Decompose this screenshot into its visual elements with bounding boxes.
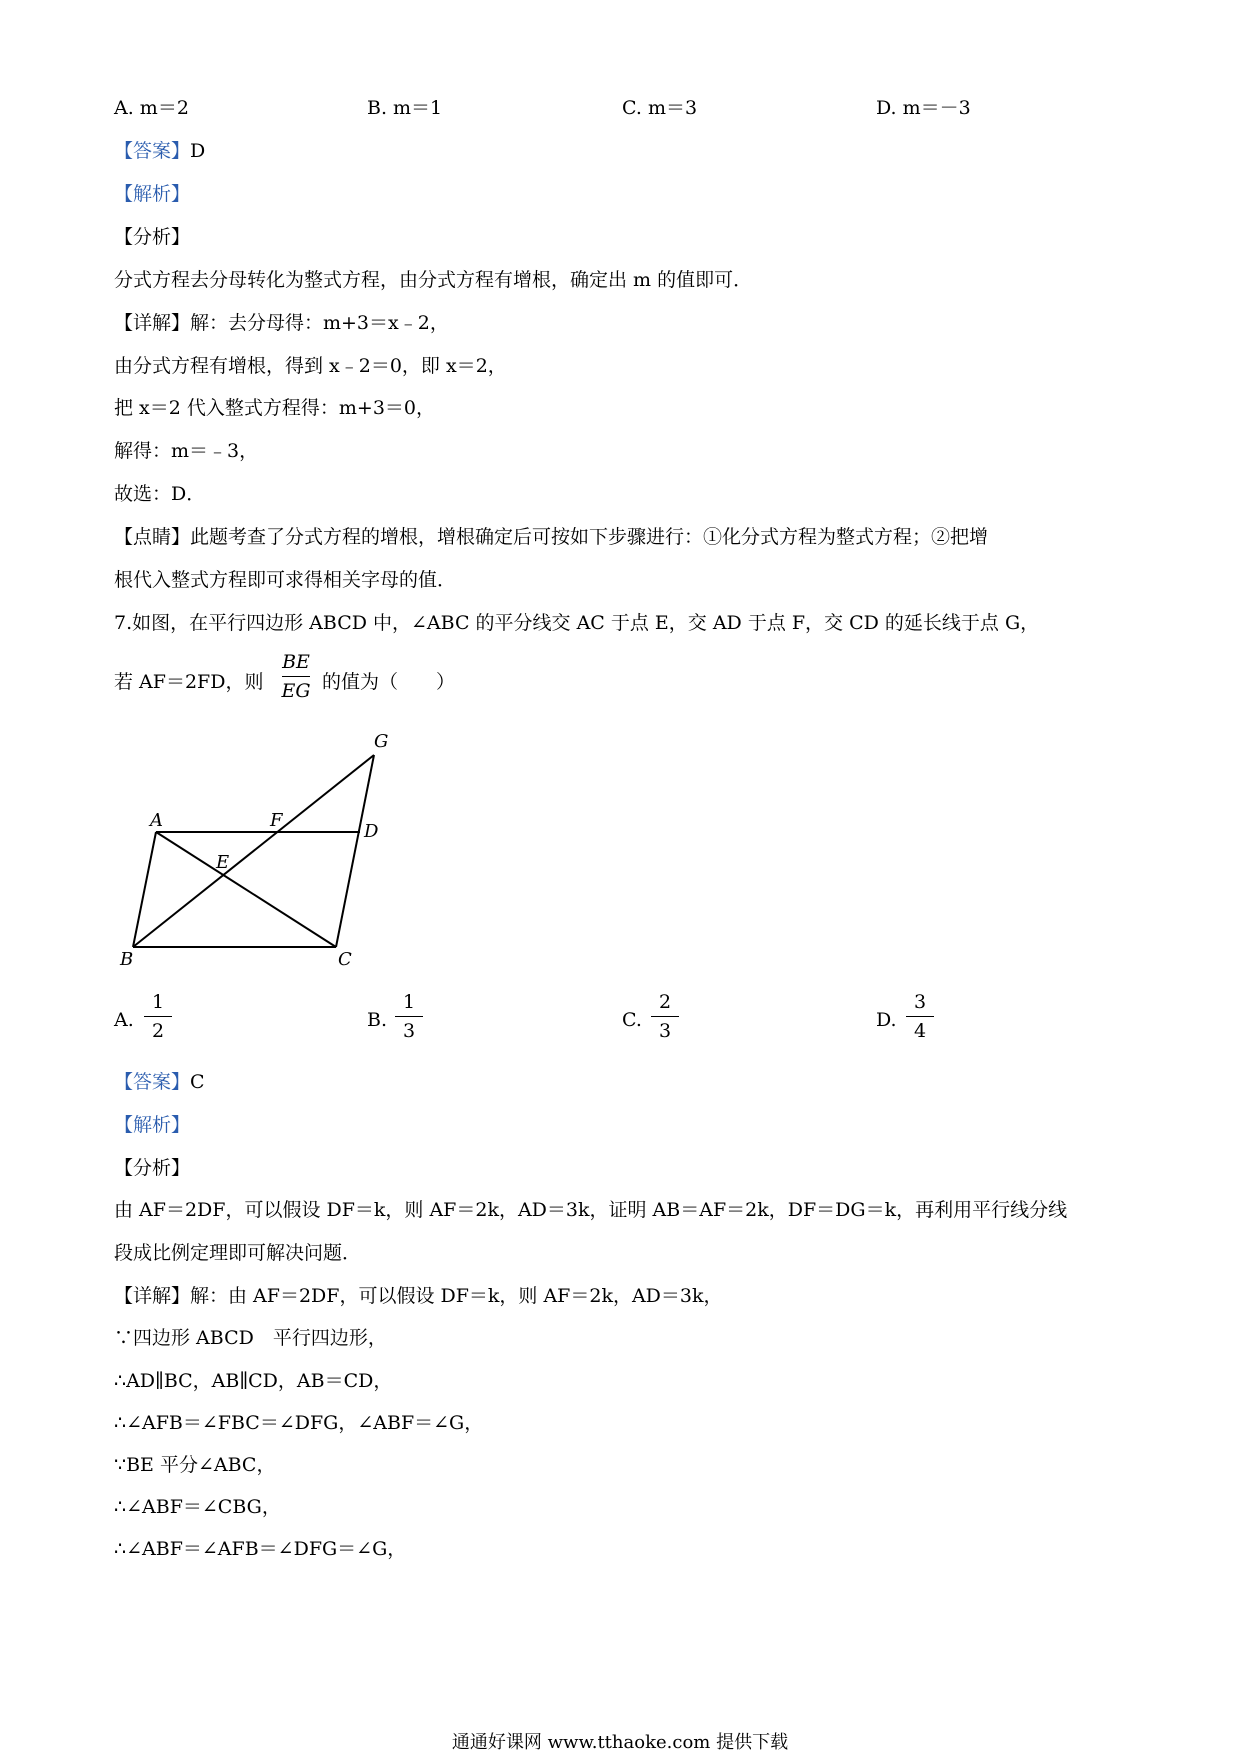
q7-option-c-letter: C. <box>622 1009 642 1031</box>
q6-option-a: A. m＝2 <box>114 97 189 119</box>
fraction-bar <box>906 1016 934 1017</box>
label-f: F <box>270 810 283 831</box>
answer-tag: 【答案】 <box>114 140 191 162</box>
q7-line-8: ∴∠ABF＝∠CBG， <box>114 1496 281 1518</box>
label-e: E <box>216 852 230 873</box>
fraction-numerator: 1 <box>402 991 416 1013</box>
q7-option-b-fraction <box>389 990 429 1043</box>
fraction-denominator: 4 <box>913 1020 927 1042</box>
label-c: C <box>338 949 352 970</box>
q6-jiexi-tag: 【解析】 <box>114 183 191 205</box>
q7-option-c-fraction <box>645 990 685 1043</box>
fraction-numerator: BE <box>282 651 310 673</box>
q7-jiexi-tag: 【解析】 <box>114 1114 191 1136</box>
label-b: B <box>120 949 134 970</box>
q7-option-a-letter: A. <box>114 1009 134 1031</box>
answer-value: C <box>190 1071 205 1093</box>
q6-line-4: 把 x＝2 代入整式方程得：m+3＝0， <box>114 397 435 419</box>
segment-bg <box>133 755 374 947</box>
q7-option-b-letter: B. <box>367 1009 388 1031</box>
fraction-bar <box>395 1016 423 1017</box>
fraction-denominator: 2 <box>151 1020 165 1042</box>
label-a: A <box>150 810 163 831</box>
fraction-numerator: 2 <box>658 991 672 1013</box>
page-footer: 通通好课网 www.tthaoke.com 提供下载 <box>451 1732 789 1753</box>
q7-line-3: 【详解】解：由 AF＝2DF，可以假设 DF＝k，则 AF＝2k，AD＝3k， <box>114 1285 723 1307</box>
fraction-denominator: 3 <box>658 1020 672 1042</box>
q7-line-4: ∵四边形 ABCD 平行四边形， <box>114 1327 387 1349</box>
segment-ab <box>133 832 156 947</box>
q7-line-7: ∵BE 平分∠ABC， <box>114 1454 276 1476</box>
answer-tag: 【答案】 <box>114 1071 191 1093</box>
q7-line-5: ∴AD∥BC，AB∥CD，AB＝CD， <box>114 1370 393 1392</box>
answer-value: D <box>190 140 206 162</box>
segment-ac <box>156 832 336 947</box>
q6-option-d: D. m＝－3 <box>876 97 971 119</box>
fraction-bar <box>651 1016 679 1017</box>
q7-stem-prefix: 若 AF＝2FD，则 <box>114 671 264 693</box>
q7-option-d-letter: D. <box>876 1009 897 1031</box>
fraction-bar <box>144 1016 172 1017</box>
q7-option-a-fraction <box>138 990 178 1043</box>
q7-answer <box>114 1068 205 1096</box>
q6-line-8: 根代入整式方程即可求得相关字母的值． <box>114 569 457 591</box>
fraction-numerator: 1 <box>151 991 165 1013</box>
label-g: G <box>374 731 389 752</box>
q6-fenxi-tag: 【分析】 <box>114 226 191 248</box>
q7-line-2: 段成比例定理即可解决问题． <box>114 1242 362 1264</box>
q7-line-9: ∴∠ABF＝∠AFB＝∠DFG＝∠G， <box>114 1538 407 1560</box>
q6-line-3: 由分式方程有增根，得到 x﹣2＝0，即 x＝2， <box>114 355 507 377</box>
q6-answer <box>114 137 205 165</box>
q7-line-1: 由 AF＝2DF，可以假设 DF＝k，则 AF＝2k，AD＝3k，证明 AB＝AF＝2k，DF＝DG＝k，再利用平行线分线 <box>114 1199 1068 1221</box>
q6-line-5: 解得：m＝﹣3， <box>114 440 259 462</box>
q7-option-d-fraction <box>900 990 940 1043</box>
q7-fenxi-tag: 【分析】 <box>114 1157 191 1179</box>
parallelogram-figure <box>110 725 410 975</box>
q7-line-6: ∴∠AFB＝∠FBC＝∠DFG，∠ABF＝∠G， <box>114 1412 484 1434</box>
q6-option-b: B. m＝1 <box>367 97 443 119</box>
q6-line-7: 【点睛】此题考查了分式方程的增根，增根确定后可按如下步骤进行：①化分式方程为整式方程；②把增 <box>114 526 989 548</box>
segment-cg <box>336 755 374 947</box>
q6-line-6: 故选：D． <box>114 483 206 505</box>
q6-option-c: C. m＝3 <box>622 97 698 119</box>
label-d: D <box>364 821 379 842</box>
fraction-denominator: 3 <box>402 1020 416 1042</box>
q7-stem-line-1: 7.如图，在平行四边形 ABCD 中，∠ABC 的平分线交 AC 于点 E，交 AD 于点 F，交 CD 的延长线于点 G， <box>114 612 1040 634</box>
fraction-numerator: 3 <box>913 991 927 1013</box>
q6-line-1: 分式方程去分母转化为整式方程，由分式方程有增根，确定出 m 的值即可． <box>114 269 753 291</box>
q6-line-2: 【详解】解：去分母得：m+3＝x﹣2， <box>114 312 449 334</box>
q7-stem-fraction <box>276 650 316 703</box>
fraction-bar <box>282 676 310 677</box>
fraction-denominator: EG <box>281 680 311 702</box>
q7-stem-suffix: 的值为（ ） <box>322 671 456 693</box>
